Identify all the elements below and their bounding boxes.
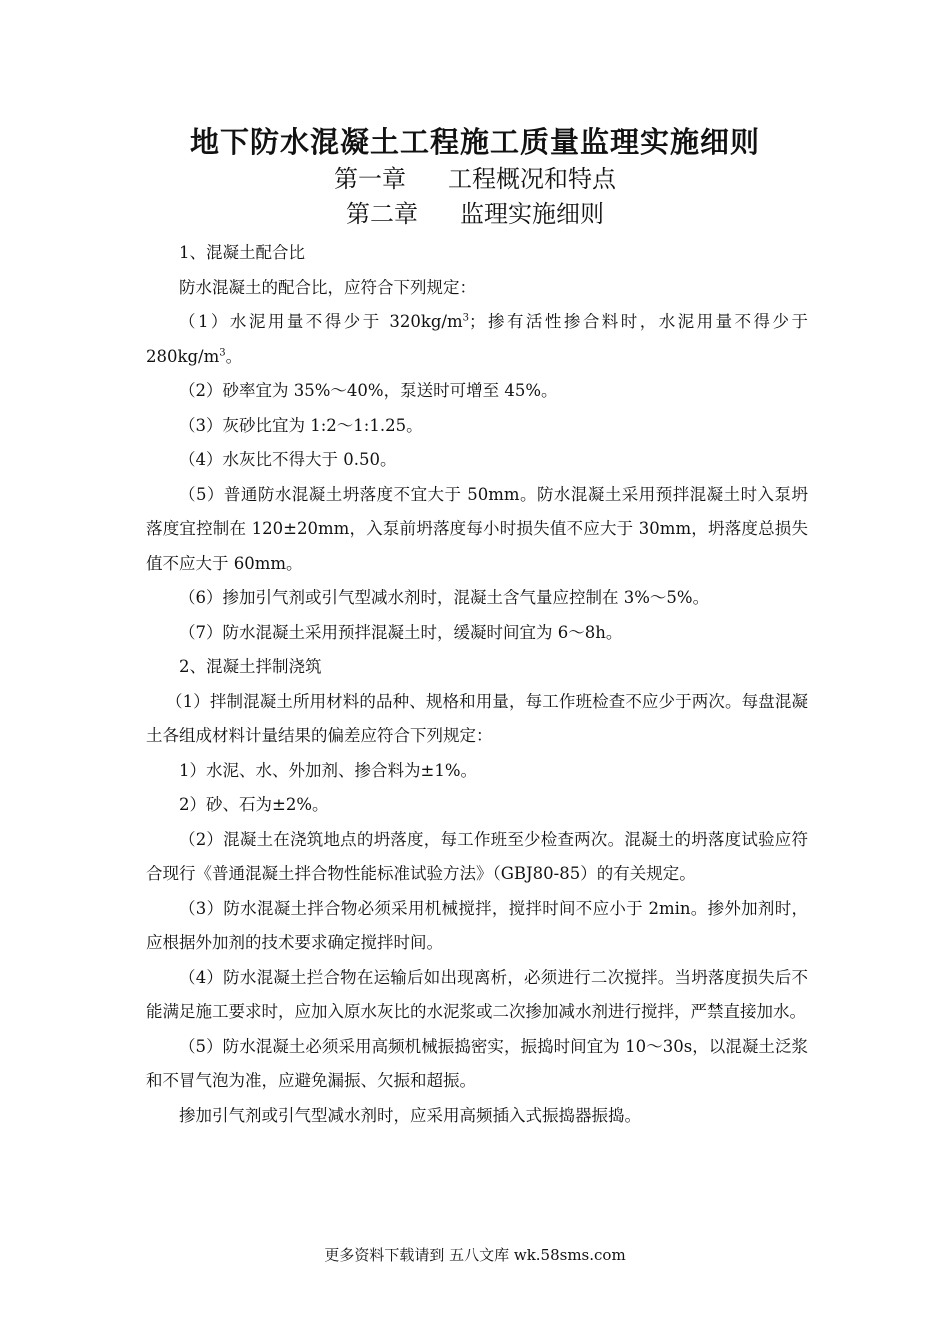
paragraph: （5）防水混凝土必须采用高频机械振捣密实，振捣时间宜为 10～30s，以混凝土泛浆和不冒气泡为准，应避免漏振、欠振和超振。 xyxy=(146,1036,808,1090)
section-heading-mixing-pouring: 2、混凝土拌制浇筑 xyxy=(179,657,322,676)
chapter-two-name: 监理实施细则 xyxy=(460,200,604,228)
paragraph: （4）防水混凝土拦合物在运输后如出现离析，必须进行二次搅拌。当坍落度损失后不能满足施工要求时，应加入原水灰比的水泥浆或二次掺加减水剂进行搅拌，严禁直接加水。 xyxy=(146,967,808,1021)
paragraph: （1）水泥用量不得少于 $320kg/m^3$；掺有活性掺合料时，水泥用量不得少于 $280kg/m^3$。 xyxy=(146,312,808,366)
paragraph: （7）防水混凝土采用预拌混凝土时，缓凝时间宜为 6～8h。 xyxy=(179,622,623,642)
paragraph: （3）灰砂比宜为 1:2～1:1.25。 xyxy=(179,415,423,435)
paragraph: 2）砂、石为±2%。 xyxy=(179,795,329,814)
chapter-one-heading xyxy=(0,162,950,196)
paragraph: （1）拌制混凝土所用材料的品种、规格和用量，每工作班检查不应少于两次。每盘混凝土各组成材料计量结果的偏差应符合下列规定： xyxy=(146,691,808,745)
paragraph: （2）砂率宜为 35%～40%，泵送时可增至 45%。 xyxy=(179,381,558,400)
document-body xyxy=(146,236,808,1133)
chapter-one-number: 第一章 xyxy=(334,165,406,193)
paragraph: 1）水泥、水、外加剂、掺合料为±1%。 xyxy=(179,760,477,780)
paragraph: （6）掺加引气剂或引气型减水剂时，混凝土含气量应控制在 3%～5%。 xyxy=(179,588,710,607)
paragraph: （3）防水混凝土拌合物必须采用机械搅拌，搅拌时间不应小于 2min。掺外加剂时，应根据外加剂的技术要求确定搅拌时间。 xyxy=(146,898,808,952)
document-title: 地下防水混凝土工程施工质量监理实施细则 xyxy=(189,125,760,159)
paragraph: （2）混凝土在浇筑地点的坍落度，每工作班至少检查两次。混凝土的坍落度试验应符合现行《普通混凝土拌合物性能标准试验方法》（GBJ80-85）的有关规定。 xyxy=(146,829,808,883)
chapter-one-name: 工程概况和特点 xyxy=(448,165,616,193)
chapter-two-heading xyxy=(0,197,950,231)
paragraph: （4）水灰比不得大于 0.50。 xyxy=(179,450,397,469)
section-heading-mix-ratio: 1、混凝土配合比 xyxy=(179,243,305,262)
chapter-two-number: 第二章 xyxy=(346,200,418,228)
paragraph: 防水混凝土的配合比，应符合下列规定： xyxy=(179,277,476,297)
footer-link-text[interactable]: 更多资料下载请到 五八文库 wk.58sms.com xyxy=(324,1246,626,1264)
paragraph: 掺加引气剂或引气型减水剂时，应采用高频插入式振捣器振捣。 xyxy=(179,1105,641,1125)
paragraph: （5）普通防水混凝土坍落度不宜大于 50mm。防水混凝土采用预拌混凝土时入泵坍落度宜控制在 120±20mm，入泵前坍落度每小时损失值不应大于 30mm，坍落度总损失值不应大于 60mm。 xyxy=(146,484,808,573)
